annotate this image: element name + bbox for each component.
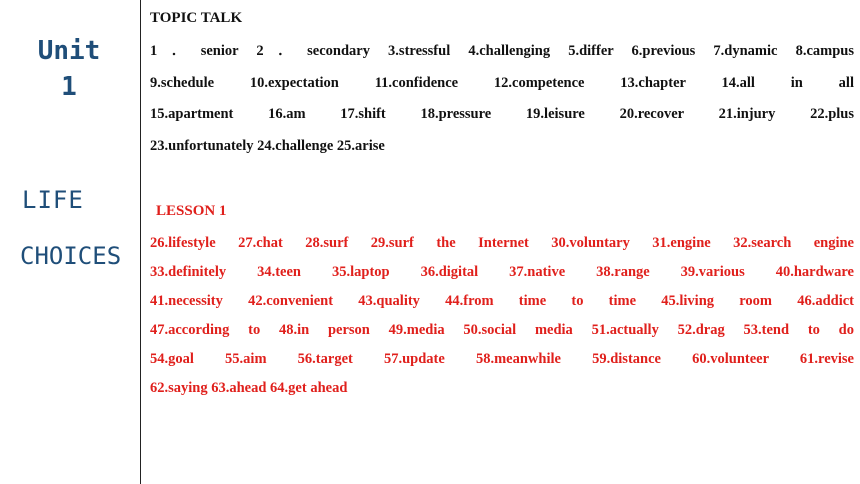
vocab-line: 9.schedule 10.expectation 11.confidence 12.competence 13.chapter 14.all in all — [150, 74, 854, 91]
vocab-line: 23.unfortunately 24.challenge 25.arise — [150, 137, 385, 154]
vocab-line: 62.saying 63.ahead 64.get ahead — [150, 380, 348, 396]
lesson-1-heading: LESSON 1 — [156, 203, 227, 219]
unit-label: Unit — [37, 36, 101, 66]
lesson-1-vocab-list — [150, 229, 854, 403]
vocab-line: 54.goal 55.aim 56.target 57.update 58.meanwhile 59.distance 60.volunteer 61.revise — [150, 351, 854, 367]
topic-talk-vocab-list — [150, 36, 854, 162]
topic-title-line1: LIFE — [22, 186, 84, 214]
unit-title — [14, 33, 124, 105]
vocab-line: 33.definitely 34.teen 35.laptop 36.digital 37.native 38.range 39.various 40.hardware — [150, 264, 854, 280]
topic-title-line2: CHOICES — [20, 242, 122, 270]
vocab-line: 26.lifestyle 27.chat 28.surf 29.surf the Internet 30.voluntary 31.engine 32.search engine — [150, 235, 854, 251]
vertical-divider — [140, 0, 141, 484]
topic-talk-heading: TOPIC TALK — [150, 10, 243, 26]
vocab-line: 15.apartment 16.am 17.shift 18.pressure 19.leisure 20.recover 21.injury 22.plus — [150, 106, 854, 122]
vocab-line: 47.according to 48.in person 49.media 50.social media 51.actually 52.drag 53.tend to do — [150, 322, 854, 338]
unit-number: 1 — [61, 72, 77, 102]
vocab-line: 1．senior 2．secondary 3.stressful 4.challenging 5.differ 6.previous 7.dynamic 8.campus — [150, 43, 854, 59]
vocab-line: 41.necessity 42.convenient 43.quality 44.from time to time 45.living room 46.addict — [150, 293, 854, 309]
